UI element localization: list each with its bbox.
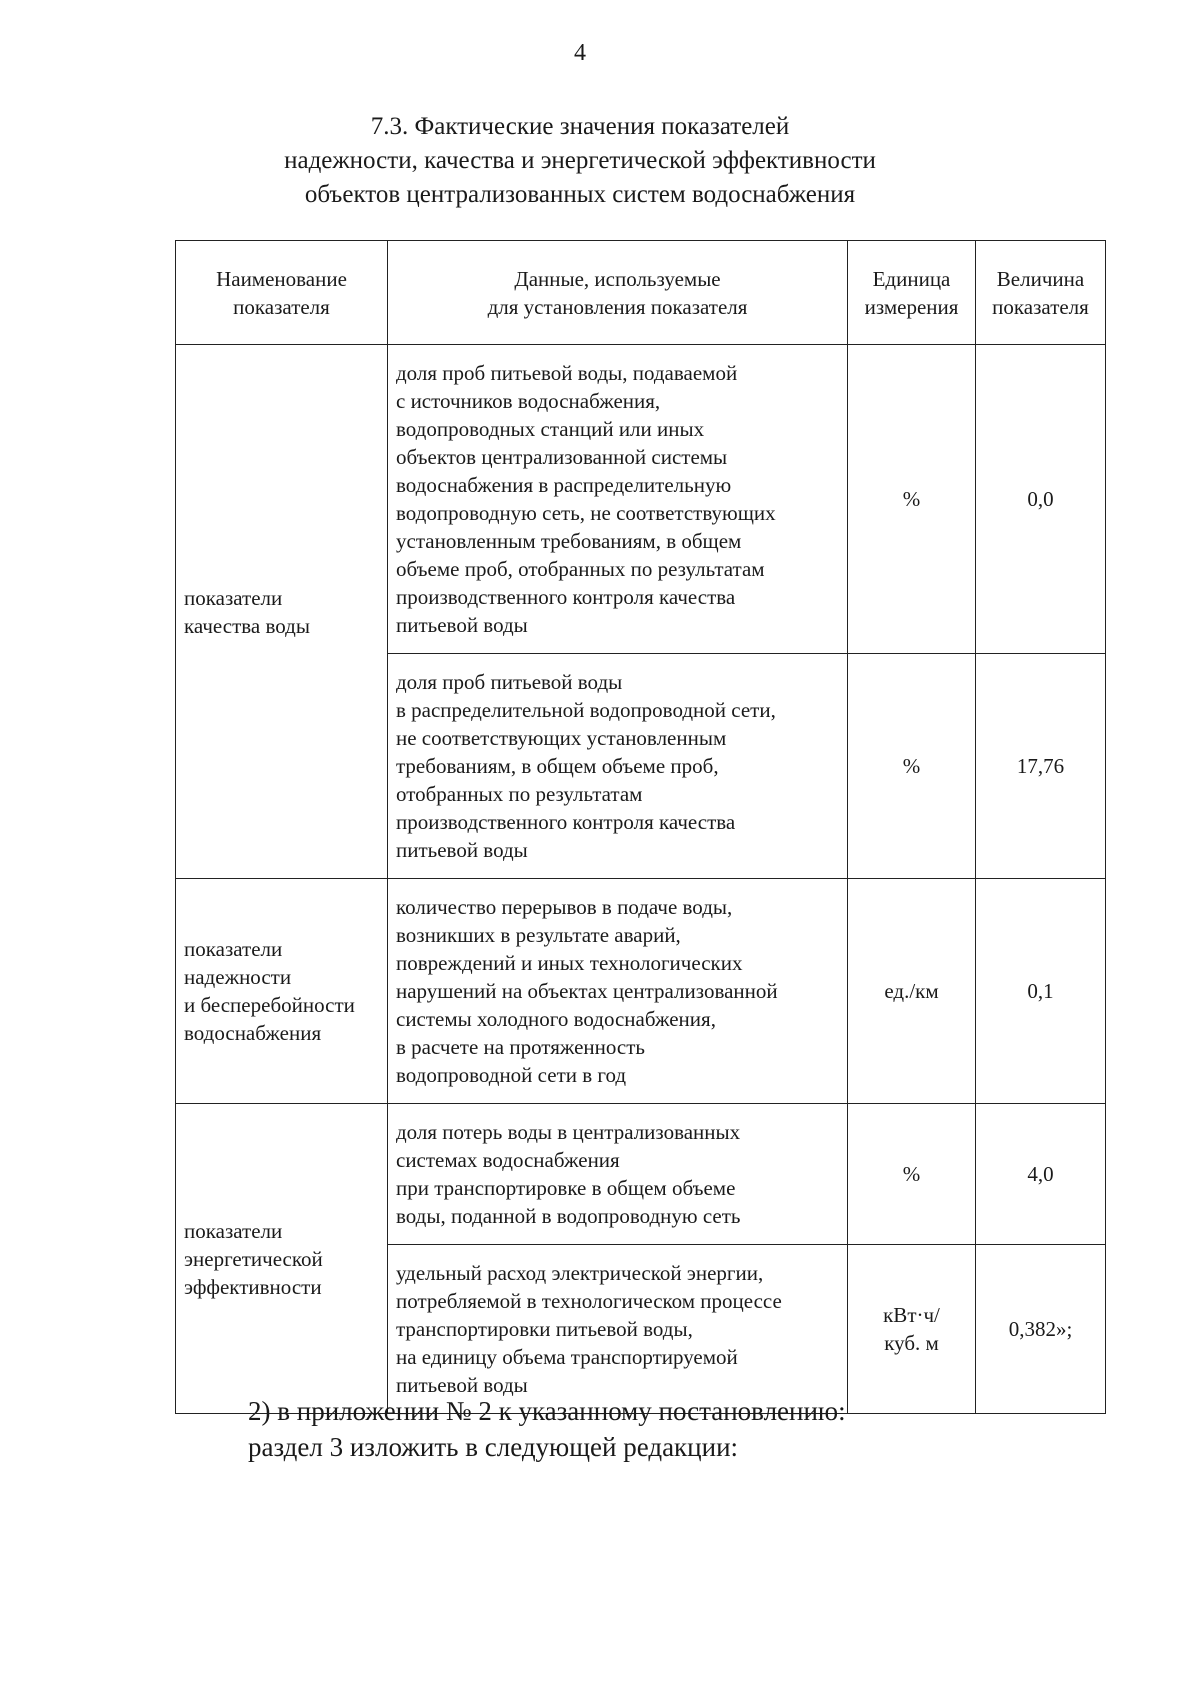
indicator-data-cell-line: при транспортировке в общем объеме: [396, 1176, 736, 1200]
table-body: [176, 345, 1106, 1414]
indicator-data-cell-line: доля проб питьевой воды, подаваемой: [396, 361, 738, 385]
unit-cell-line: %: [902, 754, 921, 778]
indicator-data-cell-line: объеме проб, отобранных по результатам: [396, 557, 765, 581]
indicator-data-cell-line: питьевой воды: [396, 1373, 528, 1397]
table-row: [176, 1104, 1106, 1245]
indicator-data-cell-line: воды, поданной в водопроводную сеть: [396, 1204, 741, 1228]
indicator-data-cell-line: в распределительной водопроводной сети,: [396, 698, 776, 722]
value-cell: 0,0: [976, 345, 1106, 654]
indicator-data-cell-line: производственного контроля качества: [396, 810, 736, 834]
indicator-data-cell-line: водопроводной сети в год: [396, 1063, 627, 1087]
unit-cell-line: кВт·ч/: [883, 1303, 940, 1327]
heading-line: объектов централизованных систем водоснабжения: [304, 181, 856, 208]
indicator-data-cell-line: в расчете на протяженность: [396, 1035, 645, 1059]
indicator-name-cell-line: показатели: [184, 937, 283, 961]
indicator-data-cell-line: удельный расход электрической энергии,: [396, 1261, 764, 1285]
instruction-line: раздел 3 изложить в следующей редакции:: [248, 1432, 739, 1462]
unit-cell: [848, 879, 976, 1104]
indicator-data-cell: [388, 654, 848, 879]
indicator-data-cell-line: системы холодного водоснабжения,: [396, 1007, 716, 1031]
indicator-data-cell-line: на единицу объема транспортируемой: [396, 1345, 738, 1369]
table-row: [176, 345, 1106, 654]
indicator-name-cell-line: надежности: [184, 965, 292, 989]
indicator-name-cell: [176, 879, 388, 1104]
header-value: Величина показателя: [976, 241, 1106, 345]
indicator-name-cell: [176, 1104, 388, 1414]
indicator-data-cell: [388, 1104, 848, 1245]
indicator-name-cell-line: энергетической: [184, 1246, 323, 1271]
unit-cell-line: ед./км: [884, 979, 939, 1003]
indicator-data-cell-line: объектов централизованной системы: [396, 445, 728, 469]
header-unit: Единица измерения: [848, 241, 976, 345]
unit-cell-line: %: [902, 1162, 921, 1186]
indicator-data-cell-line: водопроводную сеть, не соответствующих: [396, 501, 776, 525]
indicator-name-cell-line: показатели: [184, 1218, 283, 1243]
header-data-used: Данные, используемые для установления показателя: [388, 241, 848, 345]
unit-cell: [848, 654, 976, 879]
indicator-data-cell-line: возникших в результате аварий,: [396, 923, 681, 947]
indicator-data-cell-line: требованиям, в общем объеме проб,: [396, 754, 719, 778]
indicator-data-cell-line: количество перерывов в подаче воды,: [396, 895, 733, 919]
indicator-data-cell-line: установленным требованиям, в общем: [396, 529, 742, 553]
table-header-row: [176, 241, 1106, 345]
value-cell: 4,0: [976, 1104, 1106, 1245]
section-heading: [0, 110, 1160, 212]
indicator-data-cell-line: транспортировки питьевой воды,: [396, 1317, 693, 1341]
page-number: 4: [574, 40, 586, 66]
indicator-name-cell-line: и бесперебойности: [184, 993, 355, 1017]
table-row: [176, 879, 1106, 1104]
indicator-data-cell-line: водоснабжения в распределительную: [396, 473, 732, 497]
indicator-name-cell: [176, 345, 388, 879]
value-cell: 0,1: [976, 879, 1106, 1104]
indicator-data-cell-line: доля потерь воды в централизованных: [396, 1120, 741, 1144]
indicator-data-cell: [388, 1245, 848, 1414]
indicator-data-cell-line: системах водоснабжения: [396, 1148, 620, 1172]
unit-cell-line: куб. м: [884, 1331, 939, 1355]
indicator-data-cell-line: отобранных по результатам: [396, 782, 643, 806]
heading-line: 7.3. Фактические значения показателей: [370, 113, 790, 140]
unit-cell: [848, 1104, 976, 1245]
indicator-name-cell-line: эффективности: [184, 1274, 322, 1299]
indicator-name-cell-line: водоснабжения: [184, 1021, 322, 1045]
amendment-instruction: [248, 1393, 846, 1465]
indicator-data-cell-line: производственного контроля качества: [396, 585, 736, 609]
indicator-data-cell-line: с источников водоснабжения,: [396, 389, 661, 413]
header-indicator-name: Наименование показателя: [176, 241, 388, 345]
indicator-name-cell-line: качества воды: [184, 613, 310, 638]
unit-cell: [848, 345, 976, 654]
instruction-line: 2) в приложении № 2 к указанному постановлению:: [248, 1396, 846, 1426]
value-cell: 0,382»;: [976, 1245, 1106, 1414]
indicator-data-cell-line: повреждений и иных технологических: [396, 951, 743, 975]
heading-line: надежности, качества и энергетической эффективности: [284, 147, 876, 174]
indicator-data-cell-line: питьевой воды: [396, 838, 528, 862]
indicator-data-cell: [388, 345, 848, 654]
unit-cell-line: %: [902, 487, 921, 511]
indicators-table: [175, 240, 1106, 1414]
indicator-data-cell-line: потребляемой в технологическом процессе: [396, 1289, 782, 1313]
value-cell: 17,76: [976, 654, 1106, 879]
indicator-name-cell-line: показатели: [184, 585, 283, 610]
indicator-data-cell: [388, 879, 848, 1104]
indicator-data-cell-line: доля проб питьевой воды: [396, 670, 623, 694]
indicator-data-cell-line: нарушений на объектах централизованной: [396, 979, 778, 1003]
indicator-data-cell-line: не соответствующих установленным: [396, 726, 727, 750]
indicator-data-cell-line: водопроводных станций или иных: [396, 417, 705, 441]
unit-cell: [848, 1245, 976, 1414]
indicator-data-cell-line: питьевой воды: [396, 613, 528, 637]
